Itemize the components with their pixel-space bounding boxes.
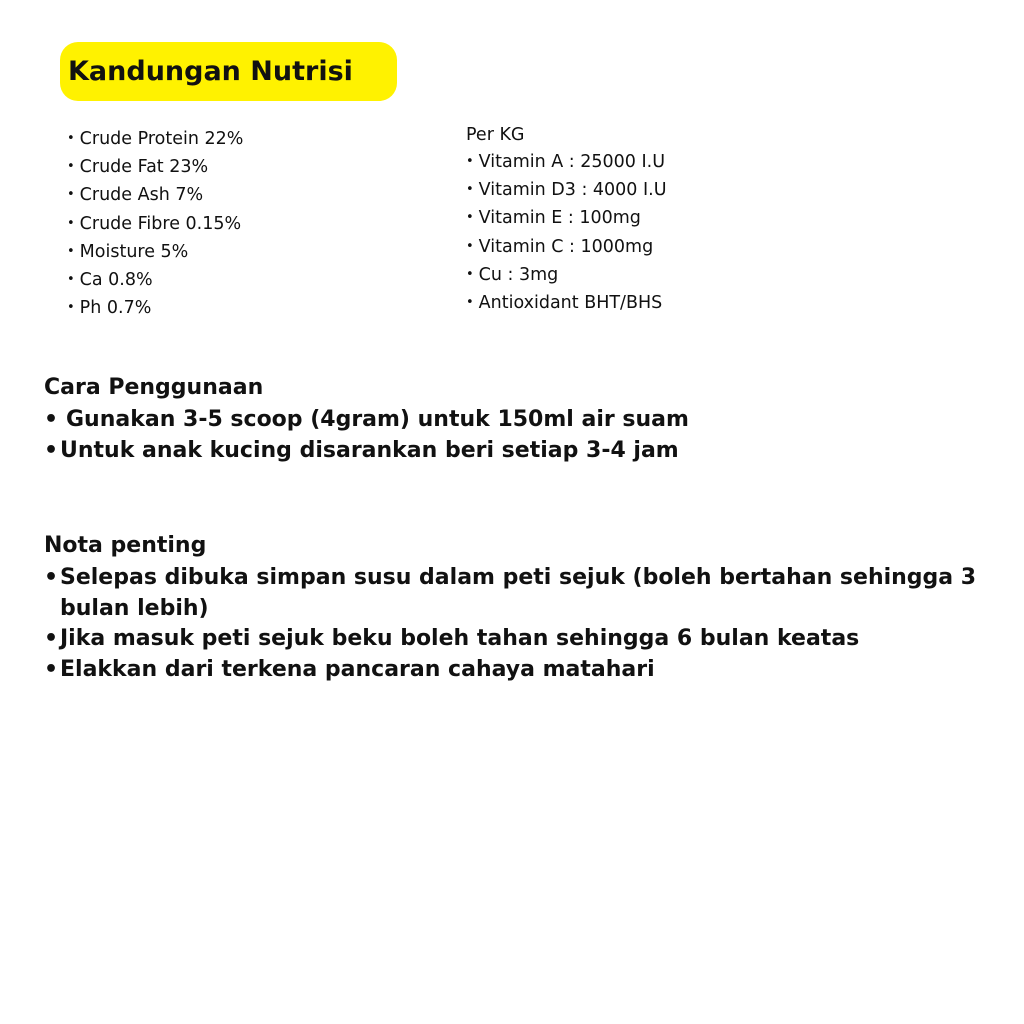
bullet-icon: • [466,238,474,254]
list-item: • Moisture 5% [67,241,189,262]
list-item: • Ph 0.7% [67,298,152,319]
list-item: • Jika masuk peti sejuk beku boleh tahan sehingga 6 bulan keatas [44,624,1004,655]
bullet-icon: • [44,437,59,463]
bullet-icon: • [44,656,59,682]
bullet-icon: • [67,272,75,288]
list-item: • Crude Fibre 0.15% [67,213,242,234]
list-item: • Antioxidant BHT/BHS [466,293,663,314]
bullet-icon: • [466,266,474,282]
bullet-icon: • [466,210,474,226]
page-title: Kandungan Nutrisi [68,56,353,87]
list-item: • Elakkan dari terkena pancaran cahaya matahari [44,655,1004,686]
bullet-icon: • [44,407,59,432]
list-item: • Ca 0.8% [67,270,153,291]
nutrient-list-right [466,148,667,317]
bullet-icon: • [67,300,75,316]
bullet-icon: • [67,243,75,259]
bullet-icon: • [67,187,75,203]
bullet-icon: • [67,131,75,146]
list-item: • Gunakan 3-5 scoop (4gram) untuk 150ml air suam [44,405,1004,436]
list-item: • Vitamin A : 25000 I.U [466,152,666,172]
notes-list [44,563,1004,685]
bullet-icon: • [67,215,75,231]
list-item: • Vitamin E : 100mg [466,208,641,229]
per-kg-heading: Per KG [466,125,525,145]
bullet-icon: • [466,182,474,198]
usage-heading: Cara Penggunaan [44,375,264,400]
list-item: • Crude Fat 23% [67,157,209,178]
bullet-icon: • [44,626,59,651]
list-item: • Crude Ash 7% [67,185,204,206]
list-item: • Vitamin D3 : 4000 I.U [466,180,667,201]
list-item: • Vitamin C : 1000mg [466,236,654,257]
list-item: • Crude Protein 22% [67,129,244,149]
bullet-icon: • [44,565,59,590]
list-item: • Cu : 3mg [466,264,559,285]
list-item: • Untuk anak kucing disarankan beri setiap 3-4 jam [44,436,1004,467]
usage-list [44,405,1004,466]
list-item: • Selepas dibuka simpan susu dalam peti sejuk (boleh bertahan sehingga 3 bulan lebih) [44,565,977,621]
title-highlight [60,42,397,101]
notes-heading: Nota penting [44,533,207,558]
bullet-icon: • [466,295,474,311]
nutrient-list-left [67,125,243,322]
bullet-icon: • [466,154,474,169]
bullet-icon: • [67,159,75,175]
